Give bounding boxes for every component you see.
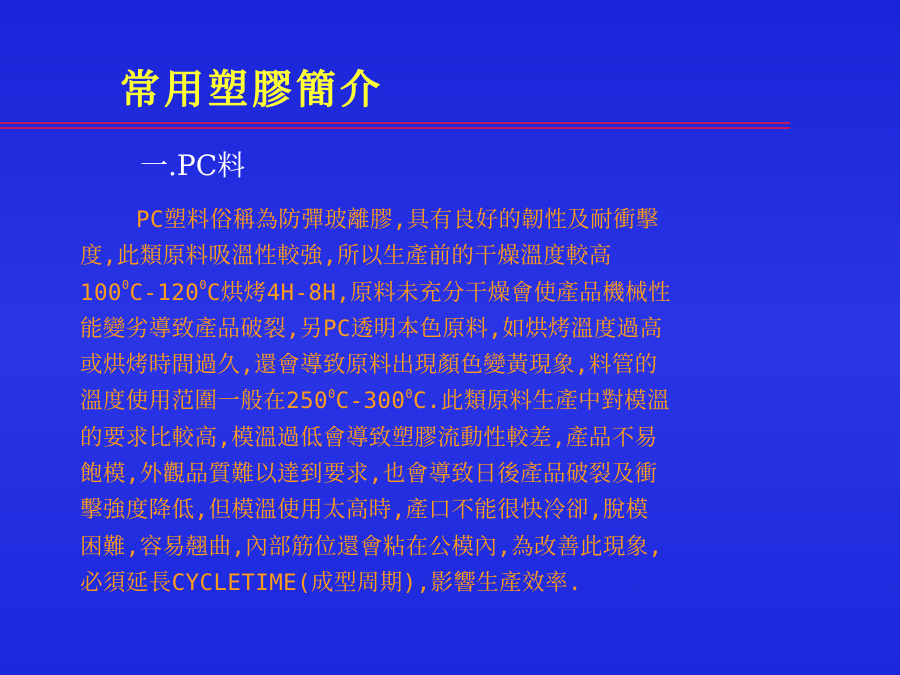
- text-run: C烘烤4H-8H,原料未充分干燥會使產品機械性: [206, 279, 671, 306]
- superscript-degree: 0: [327, 386, 336, 401]
- text-run: C-300: [335, 388, 406, 415]
- text-run: 溫度使用范圍一般在250: [80, 388, 328, 415]
- title-divider-bottom: [0, 127, 790, 129]
- superscript-degree: 0: [405, 386, 413, 401]
- text-run: C-120: [129, 279, 200, 306]
- section-heading: 一.PC料: [140, 149, 246, 182]
- paragraph-line: PC塑料俗稱為防彈玻離膠,具有良好的韌性及耐衝擊: [136, 207, 659, 233]
- paragraph-line: 困難,容易翹曲,內部筋位還會粘在公模內,為改善此現象,: [80, 533, 663, 560]
- superscript-degree: 0: [121, 278, 130, 293]
- paragraph-line: [80, 383, 830, 419]
- paragraph-line: 擊強度降低,但模溫使用太高時,產口不能很快冷卻,脫模: [80, 497, 649, 524]
- body-paragraph: [80, 202, 830, 601]
- title-divider-top: [0, 122, 790, 124]
- slide-title: 常用塑膠簡介: [120, 66, 384, 113]
- superscript-degree: 0: [199, 278, 207, 293]
- text-run: C.此類原料生產中對模溫: [412, 388, 670, 415]
- paragraph-line: 能變劣導致產品破裂,另PC透明本色原料,如烘烤溫度過高: [80, 315, 663, 342]
- paragraph-line: 度,此類原料吸溫性較強,所以生產前的干燥溫度較高: [80, 243, 612, 270]
- paragraph-line: [80, 275, 830, 311]
- paragraph-line: 的要求比較高,模溫過低會導致塑膠流動性較差,產品不易: [80, 424, 658, 451]
- paragraph-line: 必須延長CYCLETIME(成型周期),影響生產效率.: [80, 569, 582, 596]
- paragraph-line: 或烘烤時間過久,還會導致原料出現顏色變黃現象,料管的: [80, 352, 658, 379]
- paragraph-line: 飽模,外觀品質難以達到要求,也會導致日後產品破裂及衝: [80, 461, 658, 488]
- text-run: 100: [80, 279, 122, 306]
